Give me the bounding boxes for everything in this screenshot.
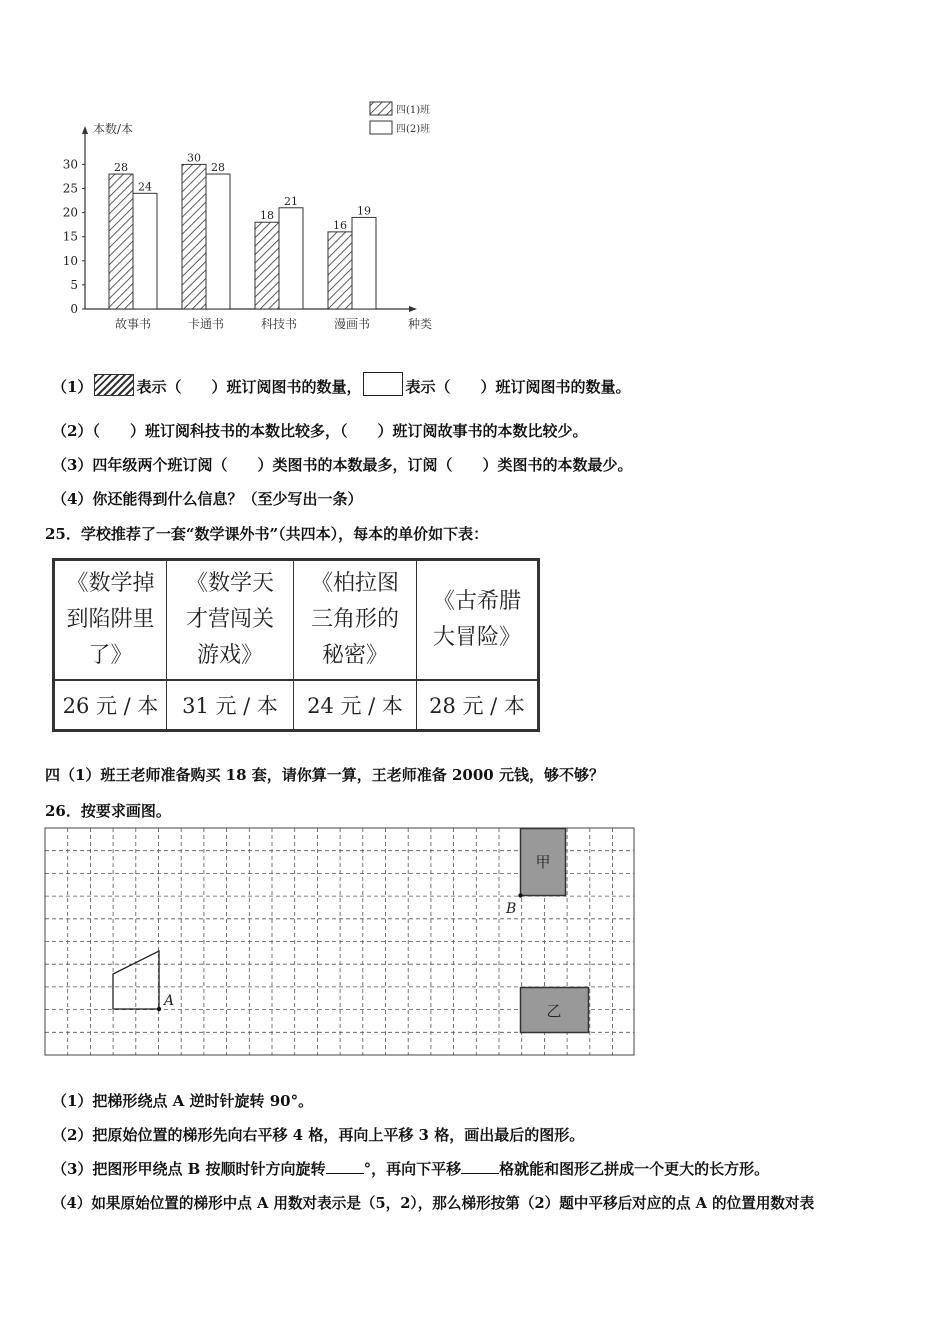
bar-value-label: 30 bbox=[187, 151, 201, 165]
book-name-line: 秘密》 bbox=[321, 643, 388, 668]
q25-title: 25．学校推荐了一套“数学课外书”（共四本），每本的单价如下表： bbox=[45, 525, 489, 543]
y-tick-label: 25 bbox=[62, 181, 78, 196]
bar-value-label: 24 bbox=[138, 180, 152, 194]
q24-part1-text-a: 表示（ ）班订阅图书的数量， bbox=[136, 378, 362, 396]
point-b-label: B bbox=[506, 901, 517, 917]
bar bbox=[328, 232, 352, 309]
bar-value-label: 16 bbox=[333, 218, 347, 232]
bar-value-label: 18 bbox=[260, 209, 274, 223]
y-tick-label: 30 bbox=[62, 157, 78, 172]
book-name-line: 了》 bbox=[88, 643, 133, 668]
y-tick-label: 20 bbox=[62, 205, 78, 220]
y-axis-arrow bbox=[82, 126, 88, 134]
category-label: 科技书 bbox=[260, 317, 298, 331]
q24-part1 bbox=[52, 372, 630, 397]
book-name-line: 三角形的 bbox=[310, 607, 399, 632]
bar-value-label: 28 bbox=[211, 161, 225, 175]
book-price-cell: 31 元 / 本 bbox=[167, 680, 294, 731]
category-label: 漫画书 bbox=[333, 317, 371, 331]
answer-blank[interactable] bbox=[326, 1161, 364, 1174]
bar-value-label: 19 bbox=[357, 204, 371, 218]
book-price-cell: 28 元 / 本 bbox=[417, 680, 539, 731]
book-name-line: 《数学掉 bbox=[66, 571, 155, 596]
q25-question: 四（1）班王老师准备购买 18 套，请你算一算，王老师准备 2000 元钱，够不够？ bbox=[45, 766, 604, 784]
legend-swatch-class2 bbox=[370, 121, 392, 134]
book-name-line: 《数学天 bbox=[185, 571, 274, 596]
book-name-line: 大冒险》 bbox=[432, 625, 521, 650]
book-name-line: 游戏》 bbox=[196, 643, 263, 668]
book-name-line: 《柏拉图 bbox=[310, 571, 399, 596]
table-row bbox=[54, 680, 539, 731]
y-tick-label: 10 bbox=[62, 253, 78, 268]
shape-jia-label: 甲 bbox=[535, 853, 551, 871]
q26-part3-text-b: °，再向下平移 bbox=[363, 1160, 462, 1178]
q26-title: 26．按要求画图。 bbox=[45, 802, 171, 820]
bar-value-label: 21 bbox=[284, 194, 298, 208]
point-b bbox=[518, 893, 522, 897]
book-name-line: 《古希腊 bbox=[432, 589, 521, 614]
bar bbox=[109, 174, 133, 309]
q24-part1-label: （1） bbox=[52, 378, 93, 396]
bar bbox=[279, 208, 303, 309]
q26-part3 bbox=[52, 1158, 769, 1179]
plain-swatch-icon bbox=[363, 372, 403, 396]
x-axis-arrow bbox=[409, 306, 417, 312]
book-name-line: 到陷阱里 bbox=[66, 607, 155, 632]
price-table bbox=[52, 558, 540, 732]
book-price-cell: 26 元 / 本 bbox=[54, 680, 167, 731]
q26-part3-text-c: 格就能和图形乙拼成一个更大的长方形。 bbox=[499, 1160, 770, 1178]
shape-yi-label: 乙 bbox=[546, 1002, 562, 1020]
q24-part2: （2）（ ）班订阅科技书的本数比较多，（ ）班订阅故事书的本数比较少。 bbox=[52, 422, 588, 440]
y-tick-label: 15 bbox=[62, 229, 78, 244]
book-name-cell bbox=[417, 560, 539, 681]
hatched-swatch-icon bbox=[94, 374, 134, 396]
book-price-cell: 24 元 / 本 bbox=[294, 680, 417, 731]
q26-part1: （1）把梯形绕点 A 逆时针旋转 90°。 bbox=[52, 1092, 314, 1110]
answer-blank[interactable] bbox=[461, 1161, 499, 1174]
x-axis-label: 种类 bbox=[408, 317, 433, 331]
q26-part2: （2）把原始位置的梯形先向右平移 4 格，再向上平移 3 格，画出最后的图形。 bbox=[52, 1126, 585, 1144]
y-tick-label: 0 bbox=[70, 302, 78, 316]
trapezoid bbox=[113, 951, 159, 1009]
q24-part3: （3）四年级两个班订阅（ ）类图书的本数最多，订阅（ ）类图书的本数最少。 bbox=[52, 456, 633, 474]
bar bbox=[352, 217, 376, 309]
category-label: 故事书 bbox=[114, 317, 152, 331]
bar-chart bbox=[0, 0, 480, 345]
y-axis-label: 本数/本 bbox=[93, 122, 134, 136]
legend-label-class1: 四(1)班 bbox=[396, 105, 431, 116]
category-label: 卡通书 bbox=[187, 317, 225, 331]
table-row bbox=[54, 560, 539, 681]
legend-swatch-class1 bbox=[370, 102, 392, 115]
book-name-cell bbox=[167, 560, 294, 681]
point-a-label: A bbox=[164, 993, 175, 1009]
book-name-cell bbox=[54, 560, 167, 681]
bar-value-label: 28 bbox=[114, 161, 128, 175]
bar bbox=[182, 164, 206, 309]
q24-part1-text-b: 表示（ ）班订阅图书的数量。 bbox=[405, 378, 631, 396]
legend-label-class2: 四(2)班 bbox=[396, 124, 431, 135]
q26-part3-text-a: （3）把图形甲绕点 B 按顺时针方向旋转 bbox=[52, 1160, 326, 1178]
q26-part4: （4）如果原始位置的梯形中点 A 用数对表示是（5，2），那么梯形按第（2）题中平移后对应的点 A 的位置用数对表 bbox=[52, 1195, 815, 1212]
y-tick-label: 5 bbox=[70, 277, 78, 292]
point-a bbox=[157, 1007, 161, 1011]
drawing-grid bbox=[44, 827, 636, 1057]
book-name-line: 才营闯关 bbox=[185, 607, 274, 632]
q24-part4: （4）你还能得到什么信息？（至少写出一条） bbox=[52, 490, 363, 508]
bar bbox=[133, 193, 157, 309]
book-name-cell bbox=[294, 560, 417, 681]
bar bbox=[255, 222, 279, 309]
bar bbox=[206, 174, 230, 309]
